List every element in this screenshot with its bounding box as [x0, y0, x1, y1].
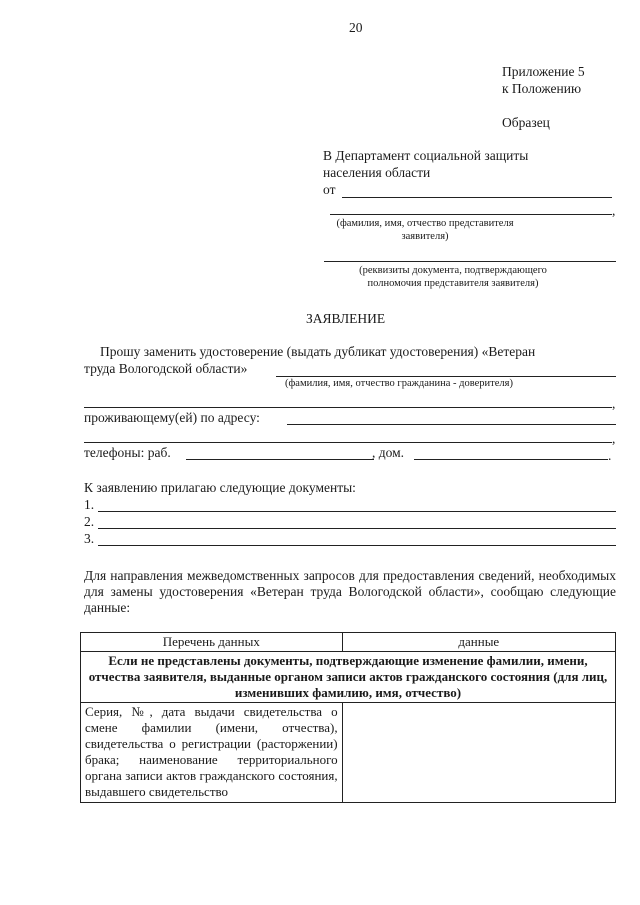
request-line-2: труда Вологодской области» — [84, 361, 248, 376]
home-phone-label: , дом. — [372, 445, 405, 460]
address-line[interactable] — [287, 424, 616, 425]
period: . — [608, 448, 612, 463]
representative-caption: (фамилия, имя, отчество представителя заявителя) — [336, 218, 514, 242]
request-line-1: Прошу заменить удостоверение (выдать дубликат удостоверения) «Ветеран — [100, 344, 536, 359]
address-line-2[interactable] — [84, 442, 612, 443]
appendix-line-2: к Положению — [502, 81, 582, 96]
attachment-line-2[interactable] — [98, 528, 616, 529]
citizen-name-line[interactable] — [276, 376, 616, 377]
table-row — [81, 703, 616, 803]
table-header-data: данные — [342, 633, 615, 652]
data-table — [80, 632, 616, 803]
authority-document-line[interactable] — [324, 261, 616, 262]
phones-label: телефоны: раб. — [84, 445, 171, 460]
appendix-line-1: Приложение 5 — [502, 64, 585, 79]
address-label: проживающему(ей) по адресу: — [84, 410, 260, 425]
attachments-intro: К заявлению прилагаю следующие документы: — [84, 480, 356, 495]
addressee-line-2: населения области — [323, 165, 431, 180]
table-header-list: Перечень данных — [81, 633, 343, 652]
interagency-paragraph: Для направления межведомственных запросов для предоставления сведений, необходимых для замены удостоверения «Ветеран труда Вологодской области», сообщаю следующие данные: — [84, 568, 616, 615]
sample-label: Образец — [502, 115, 550, 130]
table-header-row — [81, 633, 616, 652]
comma: , — [612, 431, 616, 446]
table-row-label: Серия, №, дата выдачи свидетельства о смене фамилии (имени, отчества), свидетельства о регистрации (расторжении) брака; наименование территориального органа записи актов гражданского состояния, выдавшего свидетельство — [81, 703, 343, 803]
attachment-number-1: 1. — [84, 497, 95, 512]
attachment-number-3: 3. — [84, 531, 95, 546]
table-row-value-cell[interactable] — [342, 703, 615, 803]
authority-document-caption: (реквизиты документа, подтверждающего полномочия представителя заявителя) — [359, 265, 547, 289]
representative-name-line[interactable] — [330, 214, 612, 215]
comma: , — [612, 203, 616, 218]
comma: , — [612, 396, 616, 411]
document-title: ЗАЯВЛЕНИЕ — [306, 311, 386, 326]
page-number: 20 — [349, 20, 363, 35]
attachment-number-2: 2. — [84, 514, 95, 529]
home-phone-line[interactable] — [414, 459, 608, 460]
citizen-name-continued-line[interactable] — [84, 407, 612, 408]
attachment-line-1[interactable] — [98, 511, 616, 512]
table-section-title: Если не представлены документы, подтверждающие изменение фамилии, имени, отчества заявителя, выданные органом записи актов гражданского состояния (для лиц, изменивших фамилию, имя, отчество) — [81, 652, 616, 703]
work-phone-line[interactable] — [186, 459, 374, 460]
addressee-line-1: В Департамент социальной защиты — [323, 148, 529, 163]
from-label: от — [323, 182, 336, 197]
citizen-caption: (фамилия, имя, отчество гражданина - доверителя) — [285, 378, 513, 389]
from-line[interactable] — [342, 197, 612, 198]
attachment-line-3[interactable] — [98, 545, 616, 546]
table-section-row — [81, 652, 616, 703]
